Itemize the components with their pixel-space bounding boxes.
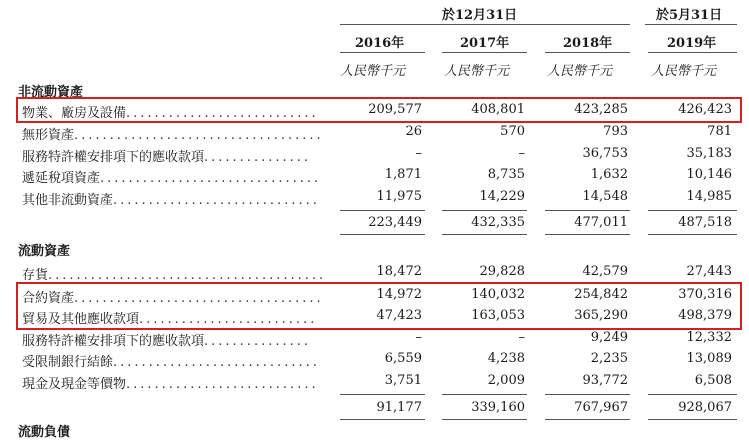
- row-label: 受限制銀行結餘.............................: [22, 355, 320, 370]
- subtotal-underline-1: [340, 234, 425, 235]
- year-underline-1: [340, 52, 425, 53]
- dot-leader: ...................................: [74, 291, 324, 306]
- subtotal-2017: 432,335: [471, 215, 525, 230]
- row-label: 遞延稅項資產...............................: [22, 171, 322, 186]
- dot-leader: ...................................: [74, 128, 324, 143]
- cell-2016: 14,972: [376, 287, 422, 302]
- subtotal-2016: 91,177: [376, 400, 422, 415]
- row-label: 貿易及其他應收款項.........................: [22, 312, 318, 327]
- cell-2019: 426,423: [678, 102, 732, 117]
- cell-2016: 3,751: [384, 373, 422, 388]
- row-label: 合約資產...................................: [22, 291, 324, 306]
- cell-2017: –: [518, 330, 525, 345]
- cell-2017: 408,801: [471, 102, 525, 117]
- cell-2016: 1,871: [384, 167, 422, 182]
- cell-2016: 18,472: [376, 264, 422, 279]
- subtotal-line-2: [442, 394, 527, 395]
- dot-leader: .............................: [113, 355, 320, 370]
- cell-2017: 29,828: [479, 264, 525, 279]
- cell-2017: –: [518, 146, 525, 161]
- subtotal-line-3: [545, 210, 630, 211]
- cell-2018: 14,548: [582, 189, 628, 204]
- subtotal-line-4: [648, 210, 737, 211]
- subtotal-line-1: [340, 210, 425, 211]
- cell-2018: 93,772: [582, 373, 628, 388]
- row-label: 服務特許權安排項下的應收款項...............: [22, 150, 312, 165]
- subtotal-underline-1: [340, 419, 425, 420]
- cell-2018: 9,249: [590, 330, 628, 345]
- cell-2019: 6,508: [694, 373, 732, 388]
- cell-2016: –: [415, 330, 422, 345]
- cell-2019: 14,985: [686, 189, 732, 204]
- cell-2019: 781: [707, 124, 732, 139]
- cell-2017: 570: [500, 124, 525, 139]
- row-label: 服務特許權安排項下的應收款項...............: [22, 334, 312, 349]
- highlight-box-ppe: [16, 97, 742, 123]
- subtotal-2018: 477,011: [574, 215, 628, 230]
- year-header-2017: 2017年: [460, 36, 510, 51]
- unit-label-2019: 人民幣千元: [651, 64, 717, 79]
- cell-2016: 26: [405, 124, 422, 139]
- cell-2016: –: [415, 146, 422, 161]
- year-header-2019: 2019年: [667, 36, 717, 51]
- cell-2018: 793: [603, 124, 628, 139]
- cell-2016: 6,559: [384, 351, 422, 366]
- subtotal-underline-4: [648, 419, 737, 420]
- cell-2016: 209,577: [368, 102, 422, 117]
- cell-2018: 42,579: [582, 264, 628, 279]
- subtotal-line-3: [545, 394, 630, 395]
- period-header-may: 於5月31日: [656, 8, 723, 23]
- subtotal-line-2: [442, 210, 527, 211]
- unit-label-2017: 人民幣千元: [444, 64, 510, 79]
- subtotal-2019: 928,067: [678, 400, 732, 415]
- unit-label-2018: 人民幣千元: [547, 64, 613, 79]
- period-header-dec: 於12月31日: [442, 8, 518, 23]
- dot-leader: ...........................: [126, 377, 319, 392]
- year-header-2016: 2016年: [355, 36, 405, 51]
- cell-2017: 14,229: [479, 189, 525, 204]
- section-title-current-liabilities: 流動負債: [18, 425, 71, 440]
- subtotal-2017: 339,160: [471, 400, 525, 415]
- cell-2017: 4,238: [487, 351, 525, 366]
- period-underline-dec: [340, 24, 630, 25]
- dot-leader: ...............: [204, 150, 312, 165]
- year-underline-4: [648, 52, 737, 53]
- subtotal-line-4: [648, 394, 737, 395]
- cell-2016: 47,423: [376, 308, 422, 323]
- dot-leader: .............................: [113, 193, 320, 208]
- year-underline-2: [442, 52, 527, 53]
- subtotal-2016: 223,449: [368, 215, 422, 230]
- cell-2017: 2,009: [487, 373, 525, 388]
- cell-2018: 365,290: [574, 308, 628, 323]
- subtotal-underline-3: [545, 419, 630, 420]
- cell-2018: 254,842: [574, 287, 628, 302]
- cell-2016: 11,975: [376, 189, 422, 204]
- cell-2018: 423,285: [574, 102, 628, 117]
- subtotal-2019: 487,518: [678, 215, 732, 230]
- subtotal-underline-2: [442, 419, 527, 420]
- cell-2019: 498,379: [678, 308, 732, 323]
- subtotal-2018: 767,967: [574, 400, 628, 415]
- subtotal-underline-4: [648, 234, 737, 235]
- dot-leader: ...........................: [126, 106, 319, 121]
- dot-leader: .......................................: [48, 268, 327, 283]
- cell-2019: 10,146: [686, 167, 732, 182]
- subtotal-underline-2: [442, 234, 527, 235]
- year-underline-3: [545, 52, 630, 53]
- unit-label-2016: 人民幣千元: [340, 64, 406, 79]
- subtotal-line-1: [340, 394, 425, 395]
- cell-2018: 1,632: [590, 167, 628, 182]
- section-title-noncurrent: 非流動資產: [18, 85, 84, 100]
- subtotal-underline-3: [545, 234, 630, 235]
- row-label: 無形資產...................................: [22, 128, 324, 143]
- dot-leader: ...............: [204, 334, 312, 349]
- dot-leader: ...............................: [100, 171, 322, 186]
- cell-2019: 13,089: [686, 351, 732, 366]
- row-label: 物業、廠房及設備...........................: [22, 106, 319, 121]
- period-underline-may: [645, 24, 737, 25]
- cell-2019: 370,316: [678, 287, 732, 302]
- cell-2018: 2,235: [590, 351, 628, 366]
- cell-2017: 8,735: [487, 167, 525, 182]
- row-label: 其他非流動資產.............................: [22, 193, 320, 208]
- cell-2019: 12,332: [686, 330, 732, 345]
- row-label: 現金及現金等價物...........................: [22, 377, 319, 392]
- year-header-2018: 2018年: [563, 36, 613, 51]
- cell-2019: 27,443: [686, 264, 732, 279]
- dot-leader: .........................: [139, 312, 318, 327]
- row-label: 存貨.......................................: [22, 268, 327, 283]
- section-title-current: 流動資產: [18, 244, 71, 259]
- highlight-box-contract-receivables: [16, 282, 742, 330]
- cell-2018: 36,753: [582, 146, 628, 161]
- cell-2017: 163,053: [471, 308, 525, 323]
- cell-2017: 140,032: [471, 287, 525, 302]
- cell-2019: 35,183: [686, 146, 732, 161]
